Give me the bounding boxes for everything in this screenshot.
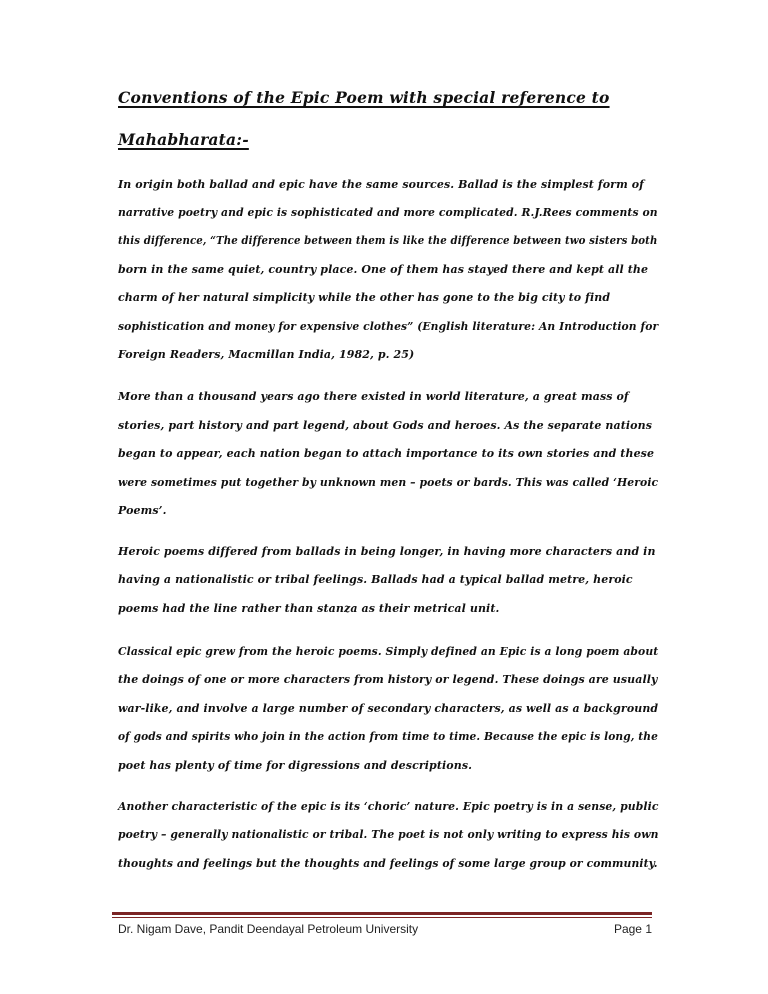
paragraph-line: Classical epic grew from the heroic poems. Simply defined an Epic is a long poem about [118, 645, 659, 658]
paragraph-line: poetry – generally nationalistic or tribal. The poet is not only writing to express his own [118, 828, 659, 841]
footer-rule-thin [112, 917, 652, 918]
paragraph-line: poems had the line rather than stanza as their metrical unit. [118, 602, 500, 615]
footer-rule [112, 912, 652, 915]
page-number: Page 1 [613, 922, 652, 936]
paragraph-line: charm of her natural simplicity while the other has gone to the big city to find [118, 291, 611, 304]
paragraph-line: sophistication and money for expensive clothes” (English literature: An Introduction for [118, 320, 659, 333]
paragraph-line: of gods and spirits who join in the action from time to time. Because the epic is long, the [118, 730, 658, 743]
paragraph-line: Another characteristic of the epic is its ‘choric’ nature. Epic poetry is in a sense, public [118, 800, 659, 813]
paragraph-line: the doings of one or more characters from history or legend. These doings are usually [118, 673, 658, 686]
document-title-line-2: Mahabharata:- [118, 130, 249, 149]
paragraph-line: More than a thousand years ago there existed in world literature, a great mass of [118, 390, 629, 403]
paragraph-line: war-like, and involve a large number of secondary characters, as well as a background [118, 702, 659, 715]
paragraph-line: poet has plenty of time for digressions and descriptions. [118, 759, 473, 772]
paragraph-line: this difference, “The difference between them is like the difference between two sisters both [118, 234, 658, 247]
paragraph-line: thoughts and feelings but the thoughts and feelings of some large group or community. [118, 857, 658, 870]
paragraph-line: Foreign Readers, Macmillan India, 1982, p. 25) [118, 348, 415, 361]
paragraph-line: In origin both ballad and epic have the same sources. Ballad is the simplest form of [118, 178, 645, 191]
document-title-line-1: Conventions of the Epic Poem with special reference to [118, 88, 610, 107]
paragraph-line: narrative poetry and epic is sophisticated and more complicated. R.J.Rees comments on [118, 206, 658, 219]
paragraph-line: began to appear, each nation began to attach importance to its own stories and these [118, 447, 655, 460]
paragraph-line: born in the same quiet, country place. One of them has stayed there and kept all the [118, 263, 649, 276]
paragraph-line: were sometimes put together by unknown men – poets or bards. This was called ‘Heroic [118, 476, 659, 489]
paragraph-line: Poems’. [118, 504, 167, 517]
paragraph-line: stories, part history and part legend, about Gods and heroes. As the separate nations [118, 419, 653, 432]
paragraph-line: Heroic poems differed from ballads in being longer, in having more characters and in [118, 545, 656, 558]
footer-author: Dr. Nigam Dave, Pandit Deendayal Petroleum University [118, 922, 419, 936]
paragraph-line: having a nationalistic or tribal feelings. Ballads had a typical ballad metre, heroic [118, 573, 633, 586]
